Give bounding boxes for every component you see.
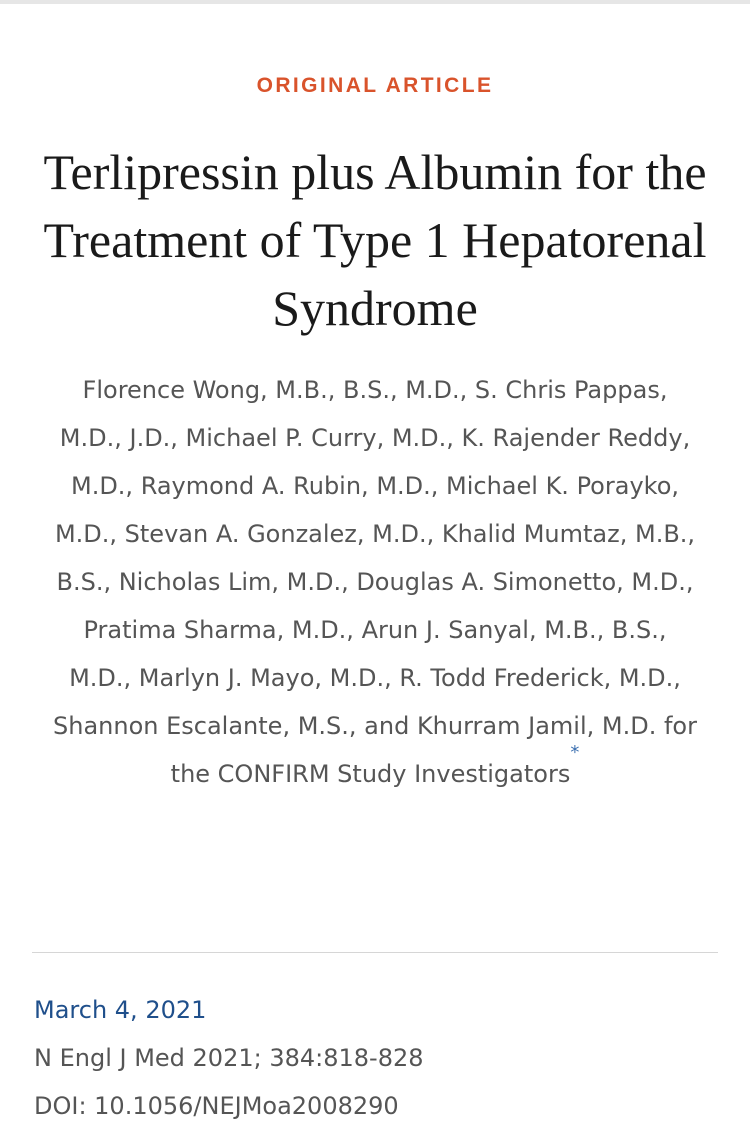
publication-date: March 4, 2021 <box>34 996 207 1024</box>
journal-citation: N Engl J Med 2021; 384:818-828 <box>34 1044 424 1072</box>
author-names: Florence Wong, M.B., B.S., M.D., S. Chris Pappas, M.D., J.D., Michael P. Curry, M.D., K. Rajender Reddy, M.D., Raymond A. Rubin, M.D., Michael K. Porayko, M.D., Stevan A. Gonzalez, M.D., Khalid Mumtaz, M.B., B.S., Nicholas Lim, M.D., Douglas A. Simonetto, M.D., Pratima Sharma, M.D., Arun J. Sanyal, M.B., B.S., M.D., Marlyn J. Mayo, M.D., R. Todd Frederick, M.D., Shannon Escalante, M.S., and Khurram Jamil, M.D. for the CONFIRM Study Investigators <box>53 376 697 788</box>
section-divider <box>32 952 718 953</box>
doi-link[interactable]: DOI: 10.1056/NEJMoa2008290 <box>34 1092 399 1120</box>
publication-meta <box>34 986 724 1130</box>
article-type-label: ORIGINAL ARTICLE <box>256 74 494 97</box>
footnote-link[interactable]: * <box>570 742 580 763</box>
article-title: Terlipressin plus Albumin for the Treatment of Type 1 Hepatorenal Syndrome <box>43 144 707 336</box>
author-list <box>50 366 700 798</box>
top-rule <box>0 0 750 4</box>
